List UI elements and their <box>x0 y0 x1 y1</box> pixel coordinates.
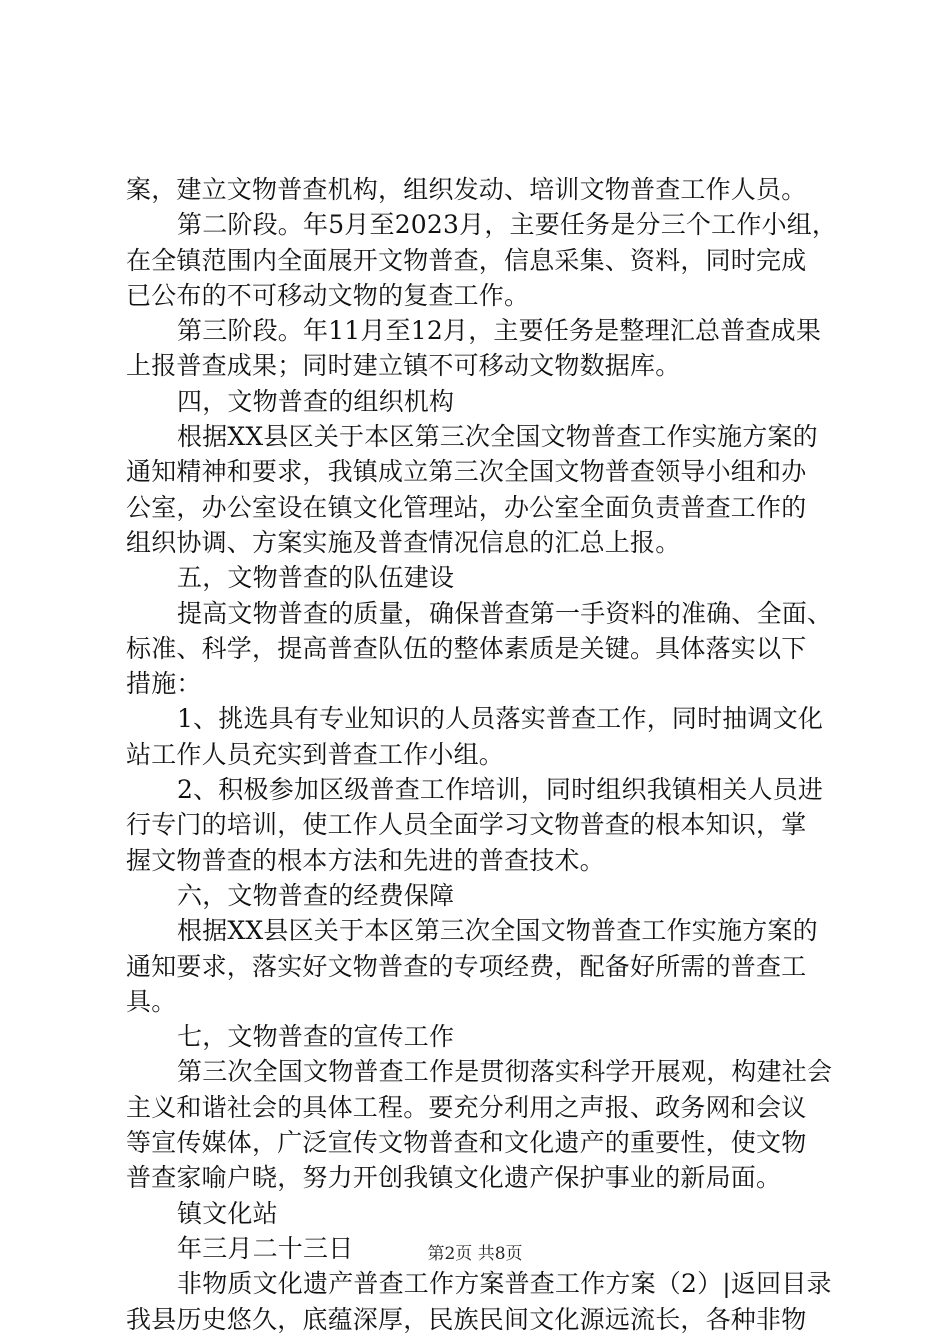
text-line: 握文物普查的根本方法和先进的普查技术。 <box>126 845 605 875</box>
text-line: 年三月二十三日 <box>177 1233 354 1263</box>
text-line: 第三次全国文物普查工作是贯彻落实科学开展观，构建社会 <box>177 1057 833 1087</box>
text-line: 措施： <box>126 669 202 699</box>
text-line: 行专门的培训，使工作人员全面学习文物普查的根本知识，掌 <box>126 810 807 840</box>
text-line: 2、积极参加区级普查工作培训，同时组织我镇相关人员进 <box>177 775 824 805</box>
text-line: 组织协调、方案实施及普查情况信息的汇总上报。 <box>126 527 681 557</box>
text-line: 六，文物普查的经费保障 <box>177 880 455 910</box>
text-line: 主义和谐社会的具体工程。要充分利用之声报、政务网和会议 <box>126 1092 807 1122</box>
text-line: 已公布的不可移动文物的复查工作。 <box>126 280 530 310</box>
text-line: 具。 <box>126 986 177 1016</box>
text-line: 公室，办公室设在镇文化管理站，办公室全面负责普查工作的 <box>126 492 807 522</box>
text-line: 第三阶段。年11月至12月，主要任务是整理汇总普查成果 <box>177 316 822 346</box>
text-line: 提高文物普查的质量，确保普查第一手资料的准确、全面、 <box>177 598 833 628</box>
text-line: 镇文化站 <box>177 1198 278 1228</box>
text-line: 等宣传媒体，广泛宣传文物普查和文化遗产的重要性，使文物 <box>126 1128 807 1158</box>
text-line: 根据XX县区关于本区第三次全国文物普查工作实施方案的 <box>177 422 818 452</box>
text-line: 在全镇范围内全面展开文物普查，信息采集、资料，同时完成 <box>126 245 807 275</box>
text-line: 1、挑选具有专业知识的人员落实普查工作，同时抽调文化 <box>177 704 824 734</box>
text-line: 上报普查成果；同时建立镇不可移动文物数据库。 <box>126 351 681 381</box>
text-line: 第二阶段。年5月至2023月，主要任务是分三个工作小组， <box>177 210 838 240</box>
text-line: 站工作人员充实到普查工作小组。 <box>126 739 505 769</box>
document-body <box>126 172 838 1337</box>
text-line: 我县历史悠久，底蕴深厚，民族民间文化源远流长，各种非物 <box>126 1304 807 1334</box>
text-line: 案，建立文物普查机构，组织发动、培训文物普查工作人员。 <box>126 175 807 204</box>
text-line: 七，文物普查的宣传工作 <box>177 1022 455 1052</box>
text-line: 四，文物普查的组织机构 <box>177 386 455 416</box>
text-line: 标准、科学，提高普查队伍的整体素质是关键。具体落实以下 <box>126 633 807 663</box>
text-line: 五，文物普查的队伍建设 <box>177 563 455 593</box>
text-line: 非物质文化遗产普查工作方案普查工作方案（2）|返回目录 <box>177 1269 832 1299</box>
text-line: 通知要求，落实好文物普查的专项经费，配备好所需的普查工 <box>126 951 807 981</box>
text-line: 通知精神和要求，我镇成立第三次全国文物普查领导小组和办 <box>126 457 807 487</box>
page-footer: 第2页 共8页 <box>427 1244 523 1264</box>
text-line: 根据XX县区关于本区第三次全国文物普查工作实施方案的 <box>177 916 818 946</box>
text-line: 普查家喻户晓，努力开创我镇文化遗产保护事业的新局面。 <box>126 1163 782 1193</box>
